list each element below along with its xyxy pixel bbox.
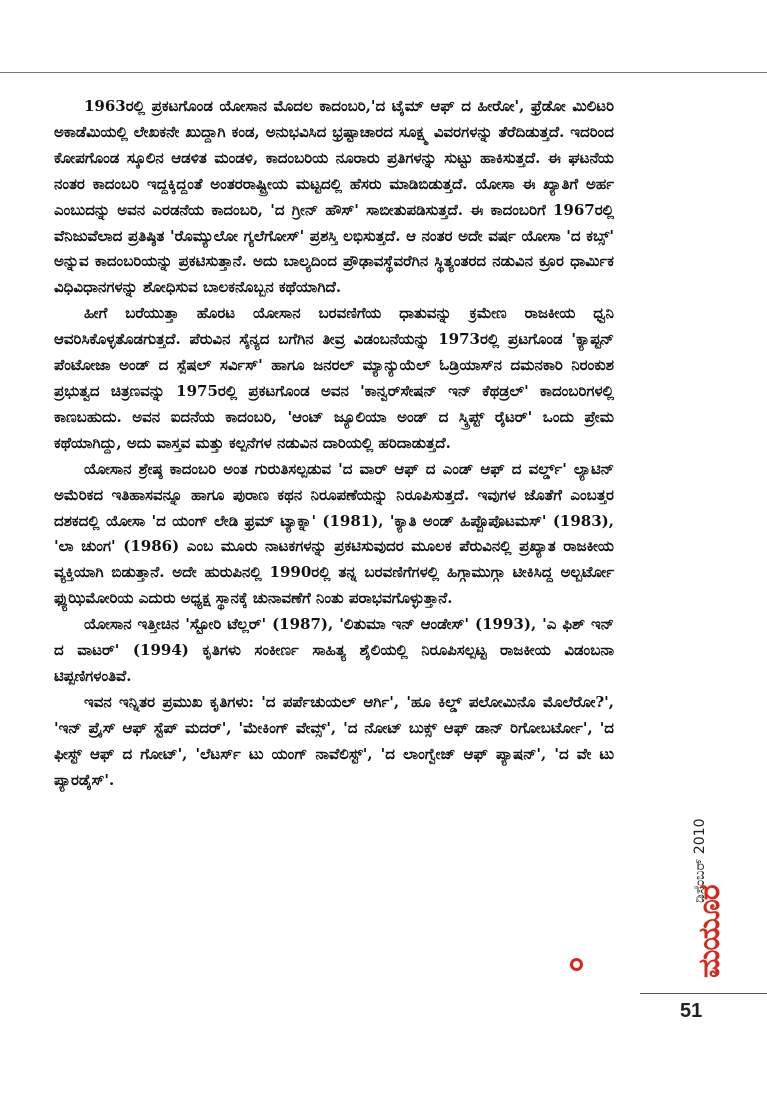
- paragraph-3: ಯೋಸಾನ ಶ್ರೇಷ್ಠ ಕಾದಂಬರಿ ಅಂತ ಗುರುತಿಸಲ್ಪಡುವ 'ದ ವಾರ್ ಆಫ್ ದ ಎಂಡ್ ಆಫ್ ದ ವರ್ಲ್ಡ್' ಲ್ಯಾಟಿನ್ ಅಮೆರಿಕದ ಇತಿಹಾಸವನ್ನೂ ಹಾಗೂ ಪುರಾಣ ಕಥನ ನಿರೂಪಣೆಯನ್ನು ನಿರೂಪಿಸುತ್ತದೆ. ಇವುಗಳ ಜೊತೆಗೆ ಎಂಬತ್ತರ ದಶಕದಲ್ಲಿ ಯೋಸಾ 'ದ ಯಂಗ್ ಲೇಡಿ ಫ್ರಮ್ ಟ್ಯಾಕ್ನಾ' (1981), 'ಕ್ಯಾತಿ ಅಂಡ್ ಹಿಪ್ಪೊಪೊಟಮಸ್' (1983), 'ಲಾ ಚುಂಗ' (1986) ಎಂಬ ಮೂರು ನಾಟಕಗಳನ್ನು ಪ್ರಕಟಿಸುವುದರ ಮೂಲಕ ಪೆರುವಿನಲ್ಲಿ ಪ್ರಖ್ಯಾತ ರಾಜಕೀಯ ವ್ಯಕ್ತಿಯಾಗಿ ಬಿಡುತ್ತಾನೆ. ಅದೇ ಹುರುಪಿನಲ್ಲಿ 1990ರಲ್ಲಿ ತನ್ನ ಬರವಣಿಗೆಗಳಲ್ಲಿ ಹಿಗ್ಗಾಮುಗ್ಗಾ ಟೀಕಿಸಿದ್ದ ಅಲ್ಬರ್ಟೋ ಫ್ಯುಝಿಮೋರಿಯ ಎದುರು ಅಧ್ಯಕ್ಷ ಸ್ಥಾನಕ್ಕೆ ಚುನಾವಣೆಗೆ ನಿಂತು ಪರಾಭವಗೊಳ್ಳುತ್ತಾನೆ.: [54, 459, 614, 608]
- masthead: [640, 800, 740, 980]
- paragraph-1: 1963ರಲ್ಲಿ ಪ್ರಕಟಗೊಂಡ ಯೋಸಾನ ಮೊದಲ ಕಾದಂಬರಿ,'ದ ಟೈಮ್ ಆಫ್ ದ ಹೀರೋ', ಫ್ರೆಡೋ ಮಿಲಿಟರಿ ಅಕಾಡೆಮಿಯಲ್ಲಿ ಲೇಖಕನೇ ಖುದ್ದಾಗಿ ಕಂಡ, ಅನುಭವಿಸಿದ ಭ್ರಷ್ಟಾಚಾರದ ಸೂಕ್ಷ್ಮ ವಿವರಗಳನ್ನು ತೆರೆದಿಡುತ್ತದೆ. ಇದರಿಂದ ಕೋಪಗೊಂಡ ಸ್ಕೂಲಿನ ಆಡಳಿತ ಮಂಡಳಿ, ಕಾದಂಬರಿಯ ನೂರಾರು ಪ್ರತಿಗಳನ್ನು ಸುಟ್ಟು ಹಾಕಿಸುತ್ತದೆ. ಈ ಘಟನೆಯ ನಂತರ ಕಾದಂಬರಿ ಇದ್ದಕ್ಕಿದ್ದಂತೆ ಅಂತರರಾಷ್ಟ್ರೀಯ ಮಟ್ಟದಲ್ಲಿ ಹೆಸರು ಮಾಡಿಬಿಡುತ್ತದೆ. ಯೋಸಾ ಈ ಖ್ಯಾತಿಗೆ ಅರ್ಹ ಎಂಬುದನ್ನು ಅವನ ಎರಡನೆಯ ಕಾದಂಬರಿ, 'ದ ಗ್ರೀನ್ ಹೌಸ್' ಸಾಬೀತುಪಡಿಸುತ್ತದೆ. ಈ ಕಾದಂಬರಿಗೆ 1967ರಲ್ಲಿ ವೆನಿಜುವೆಲಾದ ಪ್ರತಿಷ್ಠಿತ 'ರೊಮ್ಯುಲೋ ಗ್ಯಲೆಗೋಸ್' ಪ್ರಶಸ್ತಿ ಲಭಿಸುತ್ತದೆ. ಆ ನಂತರ ಅದೇ ವರ್ಷ ಯೋಸಾ 'ದ ಕಬ್ಸ್' ಅನ್ನುವ ಕಾದಂಬರಿಯನ್ನು ಪ್ರಕಟಿಸುತ್ತಾನೆ. ಅದು ಬಾಲ್ಯದಿಂದ ಪ್ರೌಢಾವಸ್ಥೆವರೆಗಿನ ಸ್ಥಿತ್ಯಂತರದ ನಡುವಿನ ಕ್ರೂರ ಧಾರ್ಮಿಕ ವಿಧಿವಿಧಾನಗಳನ್ನು ಶೋಧಿಸುವ ಬಾಲಕನೊಬ್ಬನ ಕಥೆಯಾಗಿದೆ.: [54, 97, 614, 297]
- circle-end-mark-icon: [570, 958, 583, 971]
- paragraph-5: ಇವನ ಇನ್ನಿತರ ಪ್ರಮುಖ ಕೃತಿಗಳು: 'ದ ಪರ್ಪೆಚುಯಲ್ ಆರ್ಗಿ', 'ಹೂ ಕಿಲ್ಡ್ ಪಲೋಮಿನೊ ಮೊಲೆರೋ?', 'ಇನ್ ಪ್ರೈಸ್ ಆಫ್ ಸ್ಟೆಪ್ ಮದರ್', 'ಮೇಕಿಂಗ್ ವೇವ್ಸ್', 'ದ ನೋಟ್ ಬುಕ್ಸ್ ಆಫ್ ಡಾನ್ ರಿಗೋಬರ್ಟೋ', 'ದ ಫೀಸ್ಟ್ ಆಫ್ ದ ಗೋಟ್', 'ಲೆಟರ್ಸ್ ಟು ಯಂಗ್ ನಾವೆಲಿಸ್ಟ್', 'ದ ಲಾಂಗ್ವೇಜ್ ಆಫ್ ಪ್ಯಾಷನ್', 'ದ ವೇ ಟು ಪ್ಯಾರಡೈಸ್'.: [54, 692, 614, 789]
- paragraph-4: ಯೋಸಾನ ಇತ್ತೀಚಿನ 'ಸ್ಟೋರಿ ಟೆಲ್ಲರ್' (1987), 'ಲಿತುಮಾ ಇನ್ ಆಂಡೇಸ್' (1993), 'ಎ ಫಿಶ್ ಇನ್ ದ ವಾಟರ್' (1994) ಕೃತಿಗಳು ಸಂಕೀರ್ಣ ಸಾಹಿತ್ಯ ಶೈಲಿಯಲ್ಲಿ ನಿರೂಪಿಸಲ್ಪಟ್ಟ ರಾಜಕೀಯ ವಿಡಂಬನಾ ಟಿಪ್ಪಣಿಗಳಂತಿವೆ.: [54, 615, 614, 685]
- issue-date: ಡಿಸೆಂಬರ್ 2010: [692, 818, 708, 903]
- paragraph-2: ಹೀಗೆ ಬರೆಯುತ್ತಾ ಹೊರಟ ಯೋಸಾನ ಬರವಣಿಗೆಯ ಧಾತುವನ್ನು ಕ್ರಮೇಣ ರಾಜಕೀಯ ಧ್ವನಿ ಆವರಿಸಿಕೊಳ್ಳತೊಡಗುತ್ತದೆ. ಪೆರುವಿನ ಸೈನ್ಯದ ಬಗೆಗಿನ ತೀವ್ರ ವಿಡಂಬನೆಯನ್ನು 1973ರಲ್ಲಿ ಪ್ರಟಗೊಂಡ 'ಕ್ಯಾಪ್ಟನ್ ಪೆಂಟೋಜಾ ಅಂಡ್ ದ ಸ್ಪೆಷಲ್ ಸರ್ವಿಸ್' ಹಾಗೂ ಜನರಲ್ ಮ್ಯಾನ್ಯುಯೆಲ್ ಓಡ್ರಿಯಾಸ್‌ನ ದಮನಕಾರಿ ನಿರಂಕುಶ ಪ್ರಭುತ್ವದ ಚಿತ್ರಣವನ್ನು 1975ರಲ್ಲಿ ಪ್ರಕಟಗೊಂಡ ಅವನ 'ಕಾನ್ವರ್‌ಸೇಷನ್ ಇನ್ ಕೆಥಡ್ರಲ್' ಕಾದಂಬರಿಗಳಲ್ಲಿ ಕಾಣಬಹುದು. ಅವನ ಐದನೆಯ ಕಾದಂಬರಿ, 'ಆಂಟ್ ಜ್ಯೂಲಿಯಾ ಅಂಡ್ ದ ಸ್ಕ್ರಿಪ್ಟ್ ರೈಟರ್' ಒಂದು ಪ್ರೇಮ ಕಥೆಯಾಗಿದ್ದು, ಅದು ವಾಸ್ತವ ಮತ್ತು ಕಲ್ಪನೆಗಳ ನಡುವಿನ ದಾರಿಯಲ್ಲಿ ಹರಿದಾಡುತ್ತದೆ.: [54, 304, 614, 452]
- magazine-logo: ಮಯೂರ: [692, 885, 727, 978]
- footer-rule: [640, 993, 767, 994]
- page-number: 51: [680, 1000, 703, 1022]
- article-body: [54, 94, 614, 793]
- top-rule: [0, 72, 767, 73]
